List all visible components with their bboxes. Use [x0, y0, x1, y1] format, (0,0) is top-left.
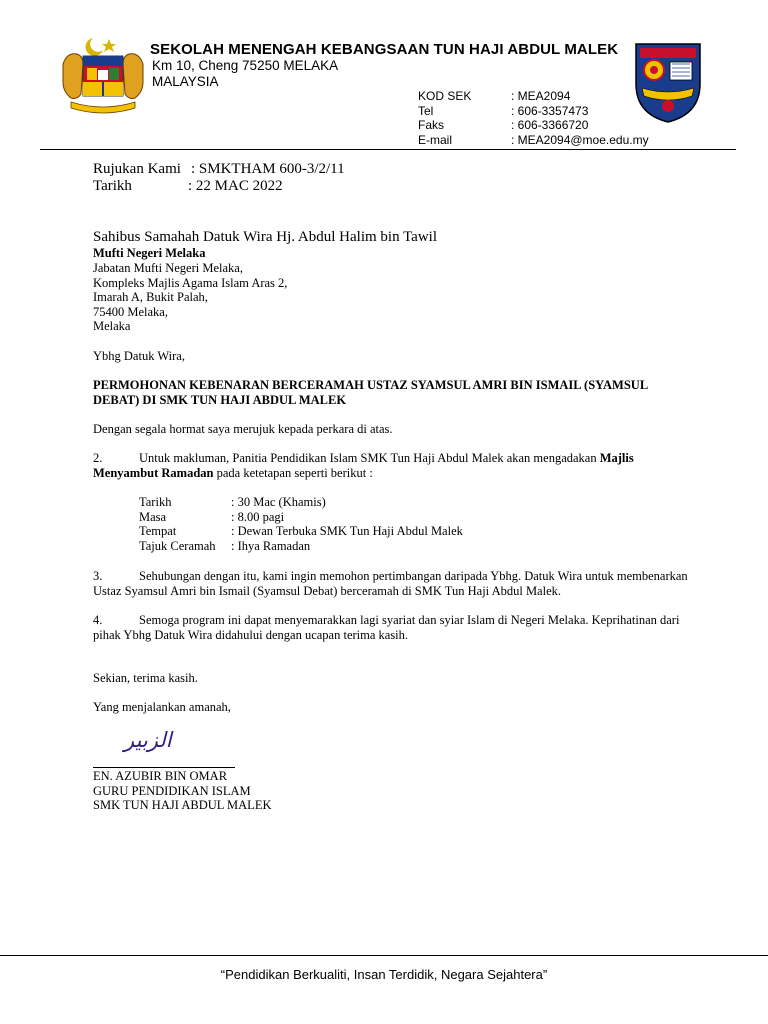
footer-divider	[0, 955, 768, 956]
reference-label: Rujukan Kami	[93, 161, 181, 177]
detail-value: : 30 Mac (Khamis)	[231, 495, 326, 509]
contact-label: KOD SEK	[418, 89, 472, 103]
paragraph-number: 2.	[93, 451, 103, 465]
contact-value: : 606-3366720	[511, 118, 589, 132]
paragraph-number: 3.	[93, 569, 103, 583]
event-name: Majlis Menyambut Ramadan	[93, 451, 634, 480]
signatory-name: EN. AZUBIR BIN OMAR	[93, 769, 228, 783]
address-line: Imarah A, Bukit Palah,	[93, 290, 208, 304]
opening-paragraph: Dengan segala hormat saya merujuk kepada perkara di atas.	[93, 422, 393, 436]
contact-label: Tel	[418, 103, 434, 118]
signatory-school: SMK TUN HAJI ABDUL MALEK	[93, 798, 272, 812]
paragraph-text: Semoga program ini dapat menyemarakkan lagi syariat dan syiar Islam di Negeri Melaka. Keprihatinan dari pihak Ybhg Datuk Wira didahului dengan ucapan terima kasih.	[93, 613, 680, 642]
detail-value: : 8.00 pagi	[231, 509, 285, 524]
address-line: Jabatan Mufti Negeri Melaka,	[93, 261, 243, 275]
closing-regards: Yang menjalankan amanah,	[93, 700, 231, 714]
detail-label: Tajuk Ceramah	[139, 538, 216, 553]
reference-value: : SMKTHAM 600-3/2/11	[191, 161, 345, 177]
salutation: Ybhg Datuk Wira,	[93, 349, 185, 363]
contact-row	[418, 118, 649, 133]
paragraph-number: 4.	[93, 613, 103, 627]
school-address-line2: MALAYSIA	[152, 74, 219, 89]
contact-block	[418, 89, 649, 147]
recipient-address	[93, 261, 287, 334]
paragraph-3	[93, 569, 693, 598]
detail-label: Masa	[139, 509, 167, 524]
recipient-name: Sahibus Samahah Datuk Wira Hj. Abdul Halim bin Tawil	[93, 229, 438, 245]
date-value: : 22 MAC 2022	[188, 178, 283, 194]
contact-row	[418, 104, 649, 119]
header-divider	[40, 149, 736, 150]
address-line: Kompleks Majlis Agama Islam Aras 2,	[93, 275, 288, 290]
coat-of-arms-icon	[57, 34, 149, 120]
subject-line: PERMOHONAN KEBENARAN BERCERAMAH USTAZ SYAMSUL AMRI BIN ISMAIL (SYAMSUL DEBAT) DI SMK TUN HAJI ABDUL MALEK	[93, 378, 648, 407]
paragraph-text: pada ketetapan seperti berikut :	[213, 465, 373, 480]
closing-thanks: Sekian, terima kasih.	[93, 671, 198, 685]
paragraph-2	[93, 451, 693, 480]
footer-motto: “Pendidikan Berkualiti, Insan Terdidik, Negara Sejahtera”	[220, 967, 548, 982]
detail-row	[139, 510, 463, 525]
signature-line	[93, 767, 235, 768]
signatory-block	[93, 769, 271, 813]
detail-value: : Ihya Ramadan	[231, 538, 311, 553]
signature: الزبير	[124, 728, 172, 752]
contact-value: : MEA2094@moe.edu.my	[511, 132, 649, 147]
address-line: 75400 Melaka,	[93, 304, 168, 319]
detail-row	[139, 495, 463, 510]
address-line: Melaka	[93, 319, 131, 333]
contact-label: E-mail	[418, 132, 453, 147]
detail-row	[139, 524, 463, 539]
detail-label: Tempat	[139, 524, 177, 538]
reference-block	[93, 161, 345, 195]
detail-label: Tarikh	[139, 495, 172, 509]
contact-label: Faks	[418, 118, 445, 132]
school-address-line1: Km 10, Cheng 75250 MELAKA	[152, 58, 339, 73]
date-row	[93, 178, 345, 195]
contact-value: : 606-3357473	[511, 103, 589, 118]
recipient-title: Mufti Negeri Melaka	[93, 246, 206, 260]
school-name: SEKOLAH MENENGAH KEBANGSAAN TUN HAJI ABDUL MALEK	[150, 41, 619, 58]
event-details	[139, 495, 463, 553]
detail-row	[139, 539, 463, 554]
detail-value: : Dewan Terbuka SMK Tun Haji Abdul Malek	[231, 524, 463, 538]
contact-row	[418, 89, 649, 104]
paragraph-4	[93, 613, 693, 642]
contact-value: : MEA2094	[511, 89, 571, 103]
contact-row	[418, 133, 649, 148]
paragraph-text: Sehubungan dengan itu, kami ingin memohon pertimbangan daripada Ybhg. Datuk Wira untuk membenarkan Ustaz Syamsul Amri bin Ismail (Syamsul Debat) berceramah di SMK Tun Haji Abdul Malek.	[93, 569, 688, 598]
reference-row	[93, 161, 345, 178]
signatory-position: GURU PENDIDIKAN ISLAM	[93, 783, 251, 798]
paragraph-text: Untuk makluman, Panitia Pendidikan Islam SMK Tun Haji Abdul Malek akan mengadakan	[139, 451, 600, 465]
date-label: Tarikh	[93, 178, 132, 194]
